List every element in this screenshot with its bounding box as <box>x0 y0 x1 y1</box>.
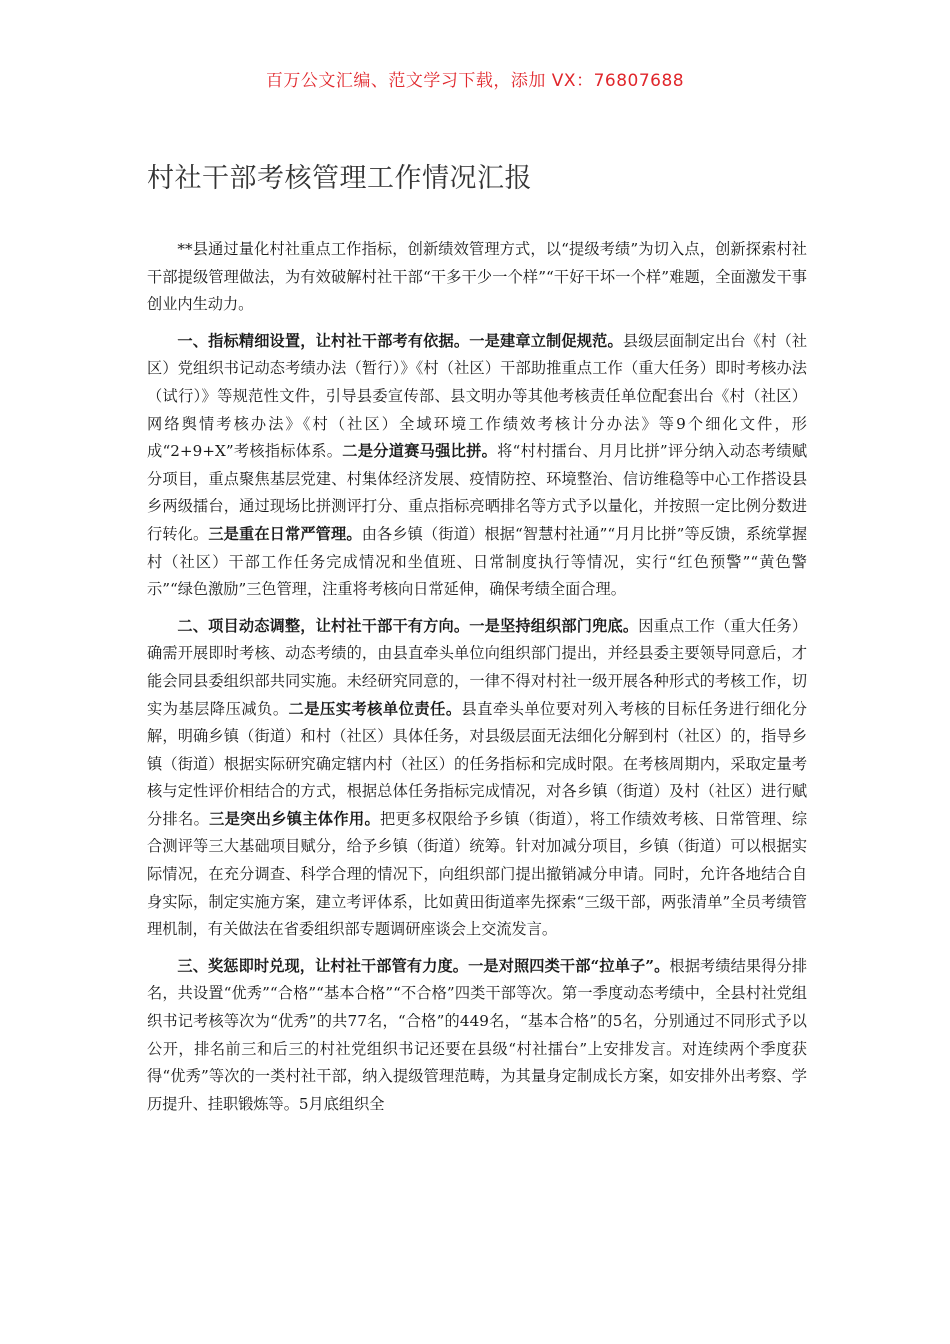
section-2-point-2-text: 县直牵头单位要对列入考核的目标任务进行细化分解，明确乡镇（街道）和村（社区）具体任务，对县级层面无法细化分解到村（社区）的，指导乡镇（街道）根据实际研究确定辖内村（社区）的任务指标和完成时限。在考核周期内，采取定量考核与定性评价相结合的方式，根据总体任务指标完成情况，对各乡镇（街道）及村（社区）进行赋分排名。 <box>147 699 808 828</box>
download-banner: 百万公文汇编、范文学习下载，添加 VX：76807688 <box>265 71 685 91</box>
section-2-paragraph <box>147 613 807 944</box>
section-1-heading: 一、指标精细设置，让村社干部考有依据。 <box>177 331 470 350</box>
section-2-point-1-text: 因重点工作（重大任务）确需开展即时考核、动态考绩的，由县直牵头单位向组织部门提出，并经县委主要领导同意后，才能会同县委组织部共同实施。未经研究同意的，一律不得对村社一级开展各种形式的考核工作，切实为基层降压减负。 <box>147 616 808 718</box>
section-1-point-2-label: 二是分道赛马强比拼。 <box>342 442 498 461</box>
section-2-point-2-label: 二是压实考核单位责任。 <box>288 699 462 718</box>
section-3-point-1-text: 根据考绩结果得分排名，共设置“优秀”“合格”“基本合格”“不合格”四类干部等次。第一季度动态考绩中，全县村社党组织书记考核等次为“优秀”的共77名，“合格”的449名，“基本合格”的5名，分别通过不同形式予以公开，排名前三和后三的村社党组织书记还要在县级“村社擂台”上安排发言。对连续两个季度获得“优秀”等次的一类村社干部，纳入提级管理范畴，为其量身定制成长方案，如安排外出考察、学历提升、挂职锻炼等。5月底组织全 <box>147 956 808 1113</box>
document-title: 村社干部考核管理工作情况汇报 <box>147 163 532 194</box>
section-2-heading: 二、项目动态调整，让村社干部干有方向。 <box>177 616 470 635</box>
section-1-point-1-label: 一是建章立制促规范。 <box>469 331 623 350</box>
section-1-point-3-text: 由各乡镇（街道）根据“智慧村社通”“月月比拼”等反馈，系统掌握村（社区）干部工作任务完成情况和坐值班、日常制度执行等情况，实行“红色预警”“黄色警示”“绿色激励”三色管理，注重将考核向日常延伸，确保考绩全面合理。 <box>147 524 808 599</box>
document-body <box>147 236 807 1127</box>
section-1-point-1-text: 县级层面制定出台《村（社区）党组织书记动态考绩办法（暂行）》《村（社区）干部助推重点工作（重大任务）即时考核办法（试行）》等规范性文件，引导县委宣传部、县文明办等其他考核责任单位配套出台《村（社区）网络舆情考核办法》《村（社区）全域环境工作绩效考核计分办法》等9个细化文件，形成“2+9+X”考核指标体系。 <box>147 331 808 461</box>
section-3-heading: 三、奖惩即时兑现，让村社干部管有力度。 <box>177 956 469 975</box>
section-2-point-3-text: 把更多权限给予乡镇（街道），将工作绩效考核、日常管理、综合测评等三大基础项目赋分，给予乡镇（街道）统筹。针对加减分项目，乡镇（街道）可以根据实际情况，在充分调查、科学合理的情况下，向组织部门提出撤销减分申请。同时，允许各地结合自身实际，制定实施方案，建立考评体系，比如黄田街道率先探索“三级干部，两张清单”全员考绩管理机制，有关做法在省委组织部专题调研座谈会上交流发言。 <box>147 809 808 939</box>
section-2-point-1-label: 一是坚持组织部门兜底。 <box>469 616 639 635</box>
section-1-point-2-text: 将“村村擂台、月月比拼”评分纳入动态考绩赋分项目，重点聚焦基层党建、村集体经济发展、疫情防控、环境整治、信访维稳等中心工作搭设县乡两级擂台，通过现场比拼测评打分、重点指标亮晒排名等方式予以量化，并按照一定比例分数进行转化。 <box>147 442 808 543</box>
intro-text: **县通过量化村社重点工作指标，创新绩效管理方式，以“提级考绩”为切入点，创新探索村社干部提级管理做法，为有效破解村社干部“干多干少一个样”“干好干坏一个样”难题，全面激发干事创业内生动力。 <box>147 240 807 314</box>
section-3-point-1-label: 一是对照四类干部“拉单子”。 <box>468 956 670 975</box>
section-2-point-3-label: 三是突出乡镇主体作用。 <box>209 809 381 828</box>
section-3-paragraph <box>147 953 807 1119</box>
intro-paragraph <box>147 236 807 319</box>
section-1-paragraph <box>147 328 807 604</box>
section-1-point-3-label: 三是重在日常严管理。 <box>208 524 362 543</box>
